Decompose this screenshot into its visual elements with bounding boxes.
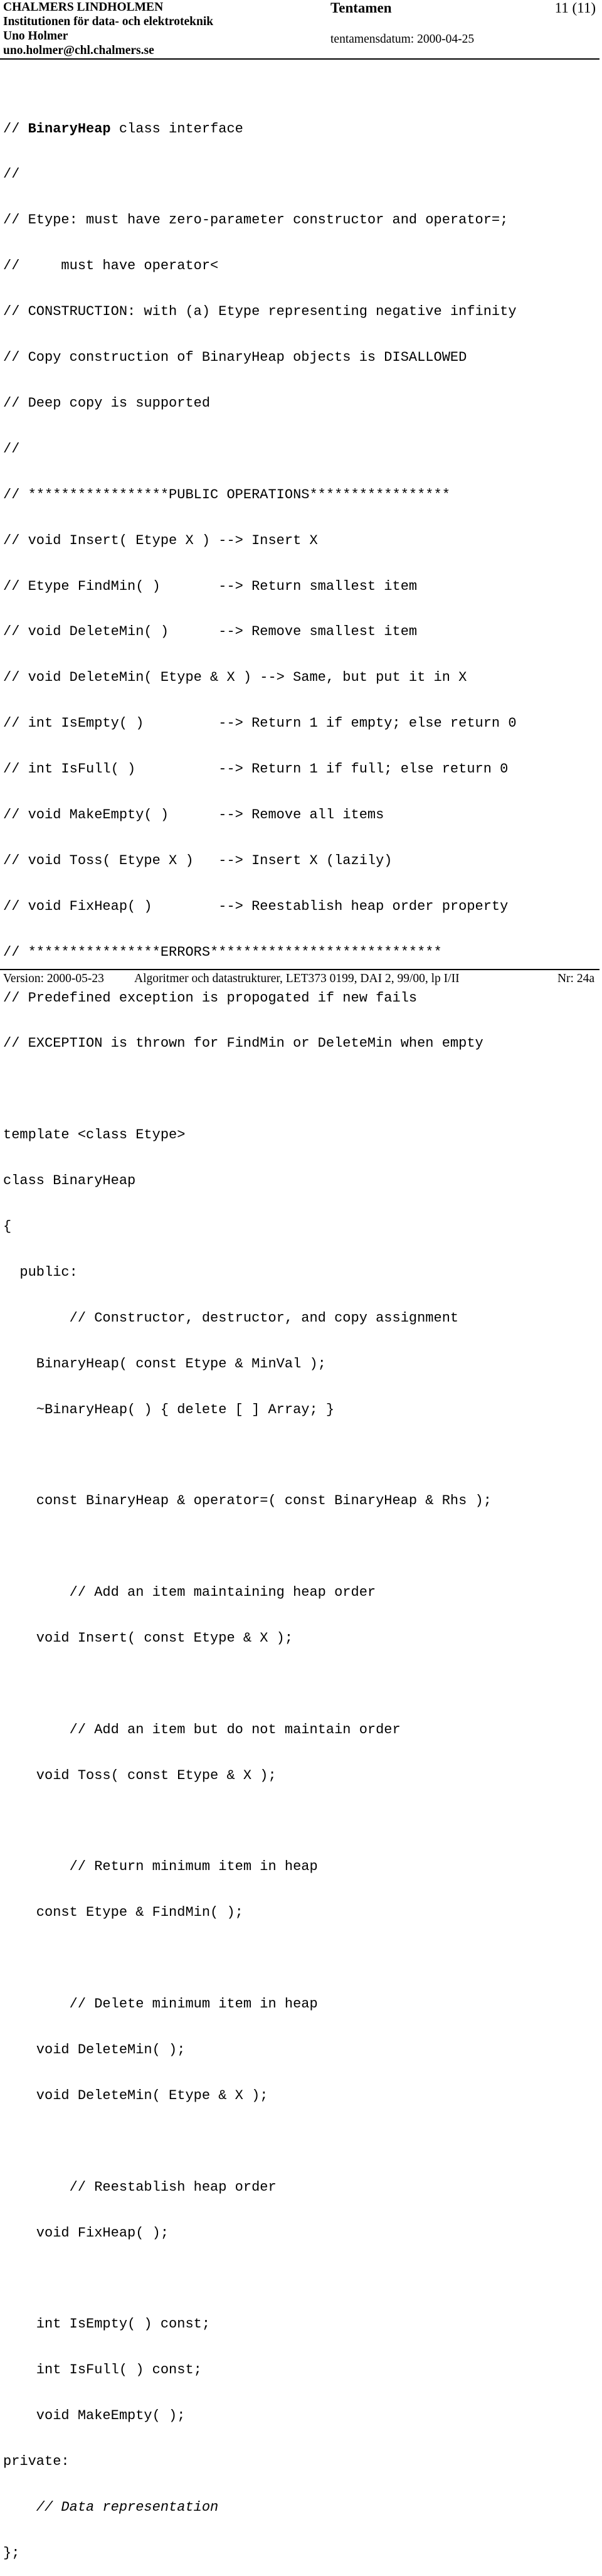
document-title: Tentamen: [330, 0, 392, 16]
code-line: // Etype FindMin( ) --> Return smallest item: [3, 578, 418, 594]
code-line: template <class Etype>: [3, 1127, 186, 1143]
code-line: void MakeEmpty( );: [3, 2408, 186, 2424]
footer-version: Version: 2000-05-23: [3, 972, 104, 985]
code-line: // int IsFull( ) --> Return 1 if full; else return 0: [3, 761, 509, 778]
code-line: // void FixHeap( ) --> Reestablish heap order property: [3, 898, 509, 914]
code-class-name: BinaryHeap: [28, 120, 111, 137]
code-line: void DeleteMin( Etype & X );: [3, 2087, 268, 2103]
code-line: int IsEmpty( ) const;: [3, 2316, 211, 2333]
code-line: // *****************PUBLIC OPERATIONS*****************: [3, 486, 450, 503]
code-line: // Return minimum item in heap: [3, 1859, 318, 1875]
code-line: {: [3, 1218, 12, 1234]
code-line: // CONSTRUCTION: with (a) Etype representing negative infinity: [3, 304, 517, 320]
code-line: // void Insert( Etype X ) --> Insert X: [3, 532, 318, 548]
code-line-italic-comment: // Data representation: [3, 2499, 219, 2515]
code-line: public:: [3, 1264, 78, 1280]
code-line: };: [3, 2545, 20, 2561]
code-line: //: [3, 166, 20, 183]
code-line: // void Toss( Etype X ) --> Insert X (lazily): [3, 852, 393, 868]
author-email: uno.holmer@chl.chalmers.se: [3, 44, 154, 57]
code-line: // Add an item but do not maintain order: [3, 1721, 401, 1738]
code-line: [3, 2271, 517, 2286]
code-line: private:: [3, 2454, 70, 2470]
code-line: // int IsEmpty( ) --> Return 1 if empty; else return 0: [3, 715, 517, 732]
code-line: ~BinaryHeap( ) { delete [ ] Array; }: [3, 1401, 335, 1418]
code-line: void Insert( const Etype & X );: [3, 1630, 293, 1646]
code-line: // Delete minimum item in heap: [3, 1996, 318, 2012]
code-line: [3, 2134, 517, 2149]
footer-number: Nr: 24a: [557, 972, 594, 985]
code-line: void DeleteMin( );: [3, 2042, 186, 2058]
code-comment-suffix: class interface: [110, 120, 243, 137]
code-line: [3, 1951, 517, 1966]
code-line: //: [3, 441, 20, 457]
code-line: // EXCEPTION is thrown for FindMin or DeleteMin when empty: [3, 1035, 483, 1052]
code-line: BinaryHeap( const Etype & MinVal );: [3, 1355, 326, 1372]
department-name: Institutionen för data- och elektroteknik: [3, 15, 214, 28]
code-line: const Etype & FindMin( );: [3, 1905, 243, 1921]
code-line: int IsFull( ) const;: [3, 2362, 202, 2378]
code-line: [3, 1814, 517, 1829]
author-name: Uno Holmer: [3, 29, 68, 43]
institution-name: CHALMERS LINDHOLMEN: [3, 1, 164, 14]
code-line: // void DeleteMin( ) --> Remove smallest item: [3, 624, 418, 640]
code-line: class BinaryHeap: [3, 1173, 136, 1189]
code-line: // void MakeEmpty( ) --> Remove all items: [3, 806, 384, 823]
code-listing: [3, 91, 517, 2576]
code-line: // must have operator<: [3, 258, 219, 274]
code-line: // Etype: must have zero-parameter constructor and operator=;: [3, 212, 509, 228]
code-line: void FixHeap( );: [3, 2225, 169, 2241]
footer-divider: [0, 969, 599, 970]
footer-course: Algoritmer och datastrukturer, LET373 0199, DAI 2, 99/00, lp I/II: [134, 972, 460, 985]
code-comment-prefix: //: [3, 120, 28, 137]
page-number: 11 (11): [554, 0, 596, 16]
code-line: // Reestablish heap order: [3, 2179, 277, 2195]
code-line: [3, 1448, 517, 1463]
code-line: // void DeleteMin( Etype & X ) --> Same, but put it in X: [3, 670, 467, 686]
code-line: [3, 122, 517, 137]
code-line: [3, 1677, 517, 1692]
page-header: [0, 0, 602, 60]
code-line: [3, 1539, 517, 1554]
code-line: const BinaryHeap & operator=( const BinaryHeap & Rhs );: [3, 1493, 492, 1509]
code-line: // ****************ERRORS****************************: [3, 944, 442, 960]
page-footer: [0, 971, 602, 990]
code-line: // Constructor, destructor, and copy assignment: [3, 1310, 459, 1326]
code-line: // Deep copy is supported: [3, 395, 211, 411]
code-line: void Toss( const Etype & X );: [3, 1767, 277, 1783]
header-left-block: [3, 0, 213, 58]
code-line: [3, 1082, 517, 1097]
header-divider: [0, 58, 599, 60]
code-line: // Predefined exception is propogated if new fails: [3, 990, 418, 1006]
code-line: // Add an item maintaining heap order: [3, 1585, 376, 1601]
code-line: // Copy construction of BinaryHeap objects is DISALLOWED: [3, 350, 467, 366]
exam-date: tentamensdatum: 2000-04-25: [330, 33, 475, 46]
